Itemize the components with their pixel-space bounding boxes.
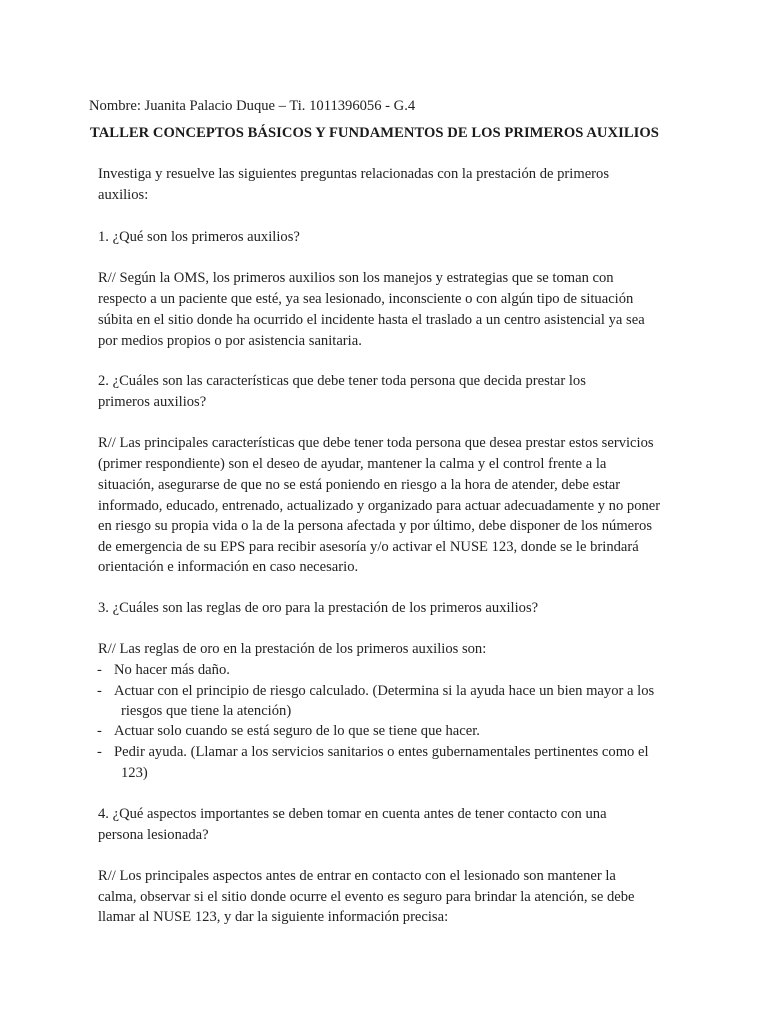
bullet-dash: - [97, 662, 102, 678]
answer-2-line: de emergencia de su EPS para recibir asesoría y/o activar el NUSE 123, donde se le brindará [98, 539, 639, 555]
answer-2-line: en riesgo su propia vida o la de la persona afectada y por último, debe disponer de los números [98, 518, 652, 534]
answer-4-line: llamar al NUSE 123, y dar la siguiente información precisa: [98, 909, 449, 925]
question-3: 3. ¿Cuáles son las reglas de oro para la prestación de los primeros auxilios? [98, 600, 539, 616]
question-4-line: 4. ¿Qué aspectos importantes se deben tomar en cuenta antes de tener contacto con una [98, 806, 607, 822]
answer-1-line: R// Según la OMS, los primeros auxilios son los manejos y estrategias que se toman con [98, 270, 614, 286]
answer-3-intro: R// Las reglas de oro en la prestación de los primeros auxilios son: [98, 641, 487, 657]
answer-1-line: respecto a un paciente que esté, ya sea lesionado, inconsciente o con algún tipo de situación [98, 291, 634, 307]
bullet-item-continuation: riesgos que tiene la atención) [121, 703, 292, 719]
question-2-line: primeros auxilios? [98, 394, 207, 410]
bullet-dash: - [97, 723, 102, 739]
intro-line: auxilios: [98, 187, 149, 203]
question-1: 1. ¿Qué son los primeros auxilios? [98, 229, 300, 245]
answer-4-line: R// Los principales aspectos antes de entrar en contacto con el lesionado son mantener la [98, 868, 616, 884]
answer-1-line: por medios propios o por asistencia sanitaria. [98, 333, 362, 349]
bullet-item: Actuar con el principio de riesgo calculado. (Determina si la ayuda hace un bien mayor a los [114, 683, 655, 699]
bullet-item: No hacer más daño. [114, 662, 230, 678]
bullet-dash: - [97, 683, 102, 699]
answer-2-line: (primer respondiente) son el deseo de ayudar, mantener la calma y el control frente a la [98, 456, 607, 472]
answer-4-line: calma, observar si el sitio donde ocurre el evento es seguro para brindar la atención, se debe [98, 889, 635, 905]
bullet-item: Pedir ayuda. (Llamar a los servicios sanitarios o entes gubernamentales pertinentes como el [114, 744, 649, 760]
intro-line: Investiga y resuelve las siguientes preguntas relacionadas con la prestación de primeros [98, 166, 610, 182]
bullet-item: Actuar solo cuando se está seguro de lo que se tiene que hacer. [114, 723, 480, 739]
answer-2-line: situación, asegurarse de que no se está poniendo en riesgo a la hora de atender, debe estar [98, 477, 621, 493]
student-header: Nombre: Juanita Palacio Duque – Ti. 1011396056 - G.4 [89, 98, 416, 114]
answer-2-line: R// Las principales características que debe tener toda persona que desea prestar estos servicios [98, 435, 654, 451]
answer-2-line: informado, educado, entrenado, actualizado y organizado para actuar adecuadamente y no poner [98, 498, 661, 514]
answer-1-line: súbita en el sitio donde ha ocurrido el incidente hasta el traslado a un centro asistencial ya sea [98, 312, 645, 328]
bullet-dash: - [97, 744, 102, 760]
bullet-item-continuation: 123) [121, 765, 148, 781]
question-2-line: 2. ¿Cuáles son las características que debe tener toda persona que decida prestar los [98, 373, 586, 389]
question-4-line: persona lesionada? [98, 827, 209, 843]
document-title: TALLER CONCEPTOS BÁSICOS Y FUNDAMENTOS DE LOS PRIMEROS AUXILIOS [90, 125, 659, 141]
answer-2-line: orientación e información en caso necesario. [98, 559, 359, 575]
